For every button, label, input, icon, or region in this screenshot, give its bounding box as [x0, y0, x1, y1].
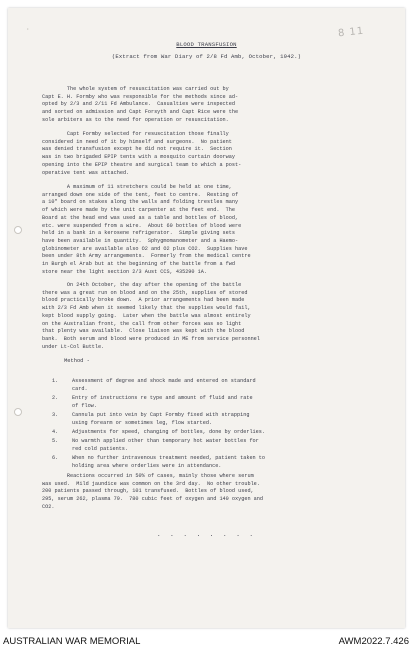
step-text: Entry of instructions re type and amount of fluid and rate of flow.: [72, 395, 253, 409]
step-number: 3.: [52, 412, 59, 418]
step-text: No warmth applied other than temporary hot water bottles for red cold patients.: [72, 438, 259, 452]
method-step: [52, 378, 377, 393]
punch-hole: [14, 408, 22, 416]
step-number: 4.: [52, 429, 59, 435]
archive-footer: [0, 632, 413, 653]
paragraph-3: A maximum of 11 stretchers could be held at one time, arranged down one side of the tent, feet to centre. Resting of a 10" board on stakes along the walls and folding trestles many of which were made by the unit carpenter at the feet end. The Board at the head end was used as a table and bottles of blood, etc. were suspended from a wire. About 60 bottles of blood were held in a bank in a kerosene refrigerator. Simple giving sets have been available in quantity. Sphygmomanometer and a Haemo- globinometer are available also O2 and O2 plus CO2. Supplies have been under 8th Army arrangements. Formerly from the medical centre in Burgh el Arab but at the beginning of the battle from a fwd store near the light section 2/3 Aust CCS, 435290 1A.: [42, 184, 251, 275]
step-text: Cannula put into vein by Capt Formby fixed with strapping using forearm or sometimes leg, flow started.: [72, 412, 250, 426]
method-step: [52, 395, 377, 410]
corner-mark: ·: [26, 26, 30, 33]
paragraph-5: Reactions occurred in 50% of cases, mainly those where serum was used. Mild jaundice was common on the 3rd day. No other trouble. 200 patients passed through, 101 transfused. Bottles of blood used, 295, serum 262, plasma 79. 780 cubic feet of oxygen and 140 oxygen and CO2.: [42, 473, 264, 510]
step-number: 6.: [52, 455, 59, 462]
archive-reference: AWM2022.7.426: [338, 636, 409, 647]
paragraph-1: The whole system of resuscitation was carried out by Capt E. H. Formby who was responsible for the methods since ad- opted by 2/3 and 2/11 Fd Ambulance. Casualties were inspected and sorted on admission and Capt Forsyth and Capt Rice were the sole arbiters as to the need for operation or resuscitation.: [42, 86, 239, 123]
paragraph-2: Capt Formby selected for resuscitation those finally considered in need of it by himself and surgeons. No patient was denied transfusion except he did not require it. Section was in two brigaded EPIP tents with a mosquito curtain doorway opening into the EPIP theatre and surgical team to which a post- operative tent was attached.: [42, 131, 242, 176]
end-marks: . . . . . . . .: [156, 531, 256, 538]
step-number: 5.: [52, 438, 59, 445]
document-page: [8, 8, 405, 628]
method-step: [52, 412, 377, 427]
step-number: 1.: [52, 378, 59, 384]
archive-name: AUSTRALIAN WAR MEMORIAL: [3, 636, 141, 647]
step-text: Assessment of degree and shock made and entered on standard card.: [72, 378, 256, 392]
step-text: Adjustments for speed, changing of bottles, done by orderlies.: [72, 429, 266, 435]
step-text: When no further intravenous treatment needed, patient taken to holding area where orderlies were in attendance.: [72, 455, 266, 469]
method-step: [52, 438, 377, 453]
punch-hole: [14, 226, 22, 234]
handwritten-note: 8 11: [337, 25, 365, 40]
document-subtitle: (Extract from War Diary of 2/8 Fd Amb, October, 1942.): [111, 53, 302, 60]
document-title: BLOOD TRANSFUSION: [176, 41, 237, 48]
method-heading: Method -: [64, 358, 90, 364]
method-list: [52, 378, 377, 472]
method-step: [52, 455, 377, 470]
step-number: 2.: [52, 395, 59, 401]
method-step: [52, 429, 377, 437]
paragraph-4: On 24th October, the day after the opening of the battle there was a great run on blood and on the 25th, supplies of stored blood practically broke down. A prior arrangements had been made with 2/3 Fd Amb when it seemed likely that the supplies would fail, kept blood supply going. Later when the battle was almost entirely on the Australian front, the call from other forces was so light that plenty was available. Close liaison was kept with the blood bank. Both serum and blood were produced in ME from service personnel under Lt-Col Buttle.: [42, 282, 260, 350]
